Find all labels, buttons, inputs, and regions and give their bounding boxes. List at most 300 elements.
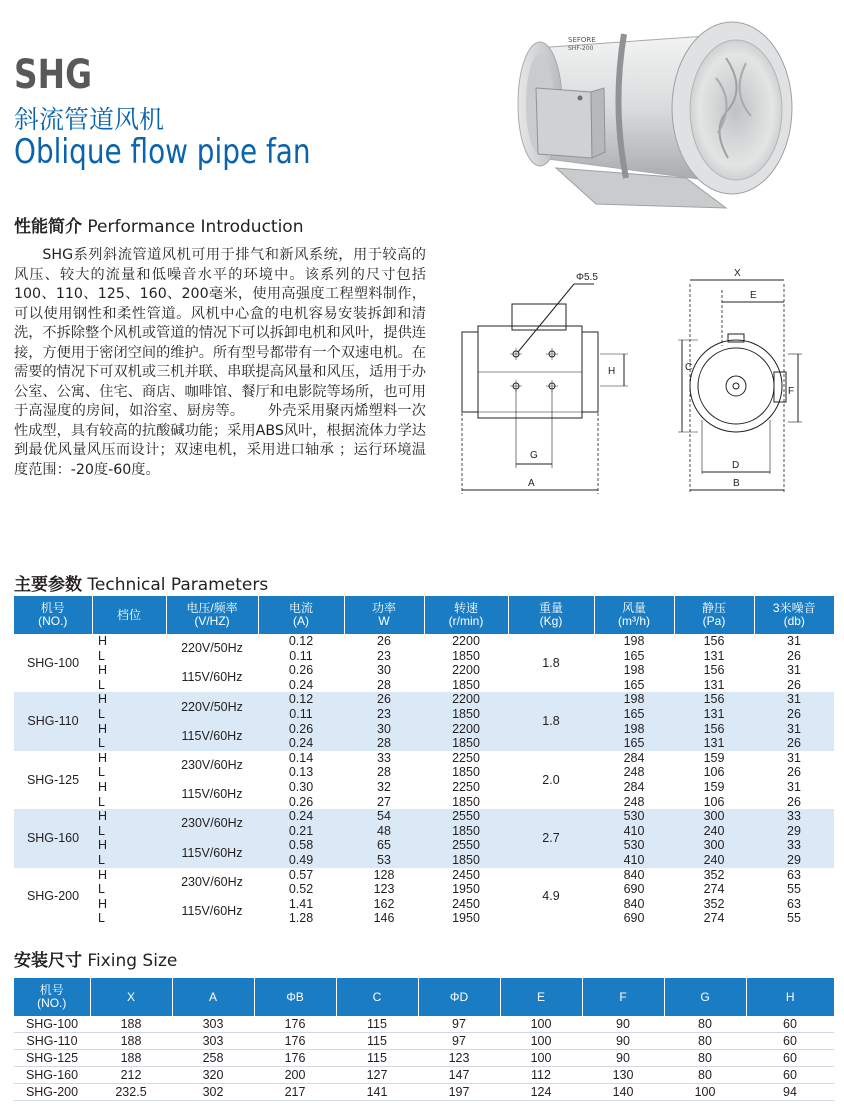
gear-cell: L xyxy=(92,707,166,722)
tech-header-line: 档位 xyxy=(116,607,141,622)
fixing-heading-en: Fixing Size xyxy=(87,951,178,971)
table-row xyxy=(14,1084,834,1101)
gear-cell: L xyxy=(98,677,105,692)
power-cell: 48 xyxy=(344,824,424,839)
current-cell: 0.21 xyxy=(258,824,344,839)
noise-cell: 31 xyxy=(754,722,834,737)
fix-value-cell: 127 xyxy=(336,1067,418,1084)
pressure-cell: 274 xyxy=(703,882,725,897)
performance-heading-en: Performance Introduction xyxy=(87,217,304,237)
noise-cell: 31 xyxy=(754,692,834,707)
table-row xyxy=(14,649,834,664)
airflow-cell: 248 xyxy=(623,794,645,809)
table-row xyxy=(14,809,834,824)
tech-header-unit: (m³/h) xyxy=(618,614,650,628)
pressure-cell: 159 xyxy=(703,750,725,765)
gear-cell: H xyxy=(92,838,166,853)
current-cell: 0.30 xyxy=(288,779,314,794)
speed-cell: 2550 xyxy=(424,838,508,853)
fix-value-cell: 112 xyxy=(500,1067,582,1084)
dim-label-g: G xyxy=(530,450,538,461)
table-row xyxy=(14,663,834,678)
gear-cell: L xyxy=(92,824,166,839)
model-cell: SHG-160 xyxy=(14,809,92,867)
airflow-cell: 530 xyxy=(594,838,674,853)
fix-model-cell: SHG-125 xyxy=(14,1050,90,1067)
tech-header-cell xyxy=(166,596,258,634)
power-cell: 28 xyxy=(377,677,391,692)
speed-cell: 2450 xyxy=(452,867,480,882)
fix-model-cell: SHG-110 xyxy=(14,1033,90,1050)
dim-label-e: E xyxy=(750,290,757,301)
noise-cell: 26 xyxy=(754,707,834,722)
noise-cell: 33 xyxy=(754,809,834,824)
fix-value-cell: 100 xyxy=(500,1016,582,1033)
gear-cell: L xyxy=(98,911,105,926)
fix-header-cell xyxy=(500,978,582,1016)
dim-label-f: F xyxy=(788,386,795,397)
power-cell: 32 xyxy=(377,779,391,794)
airflow-cell: 198 xyxy=(623,634,645,648)
weight-cell: 2.7 xyxy=(508,809,594,867)
fix-value-cell: 217 xyxy=(254,1084,336,1101)
gear-cell: H xyxy=(98,779,108,794)
fix-value-cell: 302 xyxy=(172,1084,254,1101)
dim-label-x: X xyxy=(734,268,741,279)
tech-header-cell xyxy=(14,596,92,634)
dim-label-d: D xyxy=(732,460,740,471)
table-row xyxy=(14,1067,834,1084)
fix-header-line: A xyxy=(208,989,217,1004)
fix-value-cell: 94 xyxy=(746,1084,834,1101)
airflow-cell: 165 xyxy=(623,677,645,692)
table-row xyxy=(14,911,834,926)
performance-paragraph-1: SHG系列斜流管道风机可用于排气和新风系统，用于较高的风压、较大的流量和低噪音水平的环境中。该系列的尺寸包括100、110、125、160、200毫米，使用高强度工程塑料制作，可以使用钢性和柔性管道。风机中心盒的电机容易安装拆卸和清洗，不拆除整个风机或管道的情况下可以拆卸电机和风叶，提供连接，方便用于密闭空间的维护。所有型号都带有一个双速电机。在需要的情况下可双机或三机并联、串联提高风量和风压，适用于办公室、公寓、住宅、商店、咖啡馆、餐厅和电影院等场所，也可用于高湿度的房间，如浴室、厨房等。 xyxy=(14,247,426,419)
pressure-cell: 274 xyxy=(703,911,725,926)
fix-value-cell: 176 xyxy=(254,1016,336,1033)
performance-paragraph xyxy=(14,246,426,480)
fix-header-cell xyxy=(746,978,834,1016)
current-cell: 0.11 xyxy=(258,707,344,722)
pressure-cell: 352 xyxy=(703,896,725,911)
fix-header-line: E xyxy=(536,989,545,1004)
fix-value-cell: 115 xyxy=(336,1016,418,1033)
airflow-cell: 410 xyxy=(594,853,674,868)
tech-header-line: 转速 xyxy=(453,601,478,615)
current-cell: 0.13 xyxy=(288,765,314,780)
table-row xyxy=(14,780,834,795)
fix-value-cell: 176 xyxy=(254,1033,336,1050)
dim-label-b: B xyxy=(733,478,740,489)
airflow-cell: 840 xyxy=(623,896,645,911)
fix-header-line: ΦB xyxy=(286,989,304,1004)
tech-header-line: 机号 xyxy=(40,601,65,615)
weight-cell: 2.0 xyxy=(542,772,560,787)
fix-header-cell xyxy=(90,978,172,1016)
table-row xyxy=(14,897,834,912)
pressure-cell: 106 xyxy=(703,794,725,809)
title-chinese: 斜流管道风机 xyxy=(14,105,165,134)
performance-heading-cn: 性能简介 xyxy=(14,217,82,237)
airflow-cell: 198 xyxy=(594,722,674,737)
pressure-cell: 300 xyxy=(674,809,754,824)
gear-cell: L xyxy=(98,648,105,663)
model-cell: SHG-110 xyxy=(14,692,92,750)
current-cell: 0.12 xyxy=(288,634,314,648)
tech-header-cell xyxy=(92,596,166,634)
fix-header-cell xyxy=(336,978,418,1016)
fix-value-cell: 188 xyxy=(90,1033,172,1050)
fix-value-cell: 97 xyxy=(418,1033,500,1050)
tech-header-line: 电流 xyxy=(288,601,313,615)
table-row xyxy=(14,868,834,883)
fix-value-cell: 100 xyxy=(500,1050,582,1067)
fix-value-cell: 258 xyxy=(172,1050,254,1067)
fix-value-cell: 80 xyxy=(664,1050,746,1067)
tech-header-cell xyxy=(508,596,594,634)
noise-cell: 26 xyxy=(787,648,801,663)
gear-cell: L xyxy=(98,882,105,897)
table-row xyxy=(14,795,834,810)
power-cell: 123 xyxy=(373,882,395,897)
fixing-size-table xyxy=(14,978,834,1101)
speed-cell: 2200 xyxy=(424,692,508,707)
hole-diameter-label: Φ5.5 xyxy=(576,272,598,283)
table-row xyxy=(14,838,834,853)
gear-cell: L xyxy=(98,765,105,780)
fix-value-cell: 90 xyxy=(582,1016,664,1033)
fix-header-cell xyxy=(14,978,90,1016)
tech-header-cell xyxy=(344,596,424,634)
fix-value-cell: 123 xyxy=(418,1050,500,1067)
table-row xyxy=(14,1016,834,1033)
performance-heading xyxy=(14,212,303,237)
voltage-cell: 115V/60Hz xyxy=(166,838,258,867)
pressure-cell: 106 xyxy=(703,765,725,780)
voltage-cell: 115V/60Hz xyxy=(181,903,243,918)
performance-paragraph-2: 外壳采用聚丙烯塑料一次性成型，具有较高的抗酸碱功能；采用ABS风叶，根据流体力学达到最优风量风压而设计；双速电机，采用进口轴承 ；运行环境温 度范围：-20度-60度。 xyxy=(14,403,426,478)
noise-cell: 31 xyxy=(787,663,801,678)
fix-value-cell: 90 xyxy=(582,1050,664,1067)
pressure-cell: 131 xyxy=(674,707,754,722)
tech-header-unit: (NO.) xyxy=(38,614,68,628)
dim-label-a: A xyxy=(528,478,535,489)
tech-header-unit: (r/min) xyxy=(448,614,484,628)
fix-header-cell xyxy=(664,978,746,1016)
fix-value-cell: 60 xyxy=(746,1016,834,1033)
noise-cell: 26 xyxy=(754,736,834,751)
fix-value-cell: 197 xyxy=(418,1084,500,1101)
fix-value-cell: 80 xyxy=(664,1016,746,1033)
pressure-cell: 159 xyxy=(703,779,725,794)
current-cell: 0.26 xyxy=(288,794,314,809)
voltage-cell: 115V/60Hz xyxy=(181,670,243,685)
pressure-cell: 156 xyxy=(674,692,754,707)
airflow-cell: 198 xyxy=(594,692,674,707)
fix-value-cell: 147 xyxy=(418,1067,500,1084)
current-cell: 0.49 xyxy=(258,853,344,868)
fix-header-line: C xyxy=(372,989,382,1004)
voltage-cell: 115V/60Hz xyxy=(181,787,243,802)
tech-header-cell xyxy=(424,596,508,634)
table-row xyxy=(14,824,834,839)
tech-header-line: 静压 xyxy=(701,601,726,615)
current-cell: 1.41 xyxy=(288,896,314,911)
fix-value-cell: 303 xyxy=(172,1016,254,1033)
weight-cell: 1.8 xyxy=(508,692,594,750)
noise-cell: 26 xyxy=(787,677,801,692)
gear-cell: H xyxy=(98,750,108,765)
fix-value-cell: 115 xyxy=(336,1033,418,1050)
product-photo xyxy=(496,8,812,220)
noise-cell: 55 xyxy=(787,911,801,926)
product-label-model: SHF-200 xyxy=(568,45,594,52)
speed-cell: 2450 xyxy=(452,896,480,911)
table-row xyxy=(14,882,834,897)
fix-model-cell: SHG-200 xyxy=(14,1084,90,1101)
table-row xyxy=(14,692,834,707)
fix-value-cell: 100 xyxy=(664,1084,746,1101)
fix-value-cell: 80 xyxy=(664,1033,746,1050)
voltage-cell: 230V/60Hz xyxy=(181,758,243,773)
current-cell: 0.57 xyxy=(288,867,314,882)
technical-heading-en: Technical Parameters xyxy=(87,575,269,595)
speed-cell: 1850 xyxy=(424,707,508,722)
noise-cell: 33 xyxy=(754,838,834,853)
tech-header-unit: (A) xyxy=(293,614,309,628)
performance-text xyxy=(14,246,426,480)
noise-cell: 63 xyxy=(787,896,801,911)
noise-cell: 31 xyxy=(787,634,801,648)
weight-cell: 4.9 xyxy=(542,889,560,904)
current-cell: 0.12 xyxy=(258,692,344,707)
pressure-cell: 131 xyxy=(674,736,754,751)
gear-cell: H xyxy=(92,722,166,737)
speed-cell: 2550 xyxy=(424,809,508,824)
power-cell: 27 xyxy=(377,794,391,809)
table-row xyxy=(14,1050,834,1067)
power-cell: 146 xyxy=(373,911,395,926)
weight-cell: 1.8 xyxy=(542,655,560,670)
current-cell: 0.24 xyxy=(288,677,314,692)
gear-cell: L xyxy=(92,736,166,751)
dimension-drawing xyxy=(458,262,838,498)
tech-header-unit: (Kg) xyxy=(539,614,563,628)
model-code: SHG xyxy=(14,52,93,98)
table-row xyxy=(14,707,834,722)
table-row xyxy=(14,722,834,737)
fix-header-line: X xyxy=(126,989,135,1004)
speed-cell: 1950 xyxy=(452,911,480,926)
airflow-cell: 690 xyxy=(623,911,645,926)
airflow-cell: 165 xyxy=(594,736,674,751)
power-cell: 30 xyxy=(344,722,424,737)
fixing-heading-cn: 安装尺寸 xyxy=(14,951,82,971)
power-cell: 53 xyxy=(344,853,424,868)
fix-value-cell: 60 xyxy=(746,1050,834,1067)
speed-cell: 2200 xyxy=(452,634,480,648)
gear-cell: L xyxy=(98,794,105,809)
airflow-cell: 198 xyxy=(623,663,645,678)
tech-header-line: 重量 xyxy=(538,601,563,615)
fix-value-cell: 176 xyxy=(254,1050,336,1067)
fix-value-cell: 115 xyxy=(336,1050,418,1067)
fix-value-cell: 212 xyxy=(90,1067,172,1084)
gear-cell: H xyxy=(92,809,166,824)
fix-value-cell: 188 xyxy=(90,1016,172,1033)
model-cell: SHG-125 xyxy=(26,772,80,787)
table-row xyxy=(14,678,834,693)
tech-header-cell xyxy=(594,596,674,634)
speed-cell: 1850 xyxy=(452,677,480,692)
airflow-cell: 248 xyxy=(623,765,645,780)
gear-cell: H xyxy=(98,867,108,882)
fix-value-cell: 140 xyxy=(582,1084,664,1101)
airflow-cell: 165 xyxy=(594,707,674,722)
fix-value-cell: 141 xyxy=(336,1084,418,1101)
fix-header-cell xyxy=(172,978,254,1016)
voltage-cell: 115V/60Hz xyxy=(166,722,258,751)
tech-header-line: 3米噪音 xyxy=(772,601,816,615)
pressure-cell: 300 xyxy=(674,838,754,853)
table-row xyxy=(14,751,834,766)
power-cell: 128 xyxy=(373,867,395,882)
speed-cell: 1950 xyxy=(452,882,480,897)
speed-cell: 1850 xyxy=(424,853,508,868)
airflow-cell: 410 xyxy=(594,824,674,839)
noise-cell: 29 xyxy=(754,853,834,868)
technical-parameters-table xyxy=(14,596,834,926)
tech-header-unit: (db) xyxy=(783,614,805,628)
current-cell: 1.28 xyxy=(288,911,314,926)
gear-cell: H xyxy=(98,634,108,648)
power-cell: 26 xyxy=(344,692,424,707)
noise-cell: 29 xyxy=(754,824,834,839)
model-cell: SHG-100 xyxy=(26,655,80,670)
power-cell: 30 xyxy=(377,663,391,678)
power-cell: 23 xyxy=(377,648,391,663)
current-cell: 0.26 xyxy=(258,722,344,737)
fix-model-cell: SHG-160 xyxy=(14,1067,90,1084)
fix-value-cell: 188 xyxy=(90,1050,172,1067)
fix-model-cell: SHG-100 xyxy=(14,1016,90,1033)
speed-cell: 2250 xyxy=(452,750,480,765)
tech-header-unit: W xyxy=(378,614,390,628)
fix-value-cell: 60 xyxy=(746,1033,834,1050)
tech-header-line: 功率 xyxy=(371,601,396,615)
table-row xyxy=(14,1033,834,1050)
fix-header-line: ΦD xyxy=(449,989,469,1004)
fix-header-line: F xyxy=(619,989,627,1004)
power-cell: 33 xyxy=(377,750,391,765)
fix-value-cell: 232.5 xyxy=(90,1084,172,1101)
voltage-cell: 230V/60Hz xyxy=(166,809,258,838)
noise-cell: 31 xyxy=(787,779,801,794)
technical-heading xyxy=(14,570,268,595)
power-cell: 26 xyxy=(377,634,391,648)
power-cell: 162 xyxy=(373,896,395,911)
technical-heading-cn: 主要参数 xyxy=(14,575,82,595)
noise-cell: 26 xyxy=(787,794,801,809)
airflow-cell: 165 xyxy=(623,648,645,663)
power-cell: 65 xyxy=(344,838,424,853)
fix-header-line: G xyxy=(700,989,710,1004)
fix-header-line: H xyxy=(785,989,795,1004)
speed-cell: 1850 xyxy=(424,824,508,839)
speed-cell: 1850 xyxy=(452,648,480,663)
tech-header-unit: (Pa) xyxy=(702,614,726,628)
fix-value-cell: 124 xyxy=(500,1084,582,1101)
airflow-cell: 284 xyxy=(623,750,645,765)
fix-value-cell: 97 xyxy=(418,1016,500,1033)
table-row xyxy=(14,634,834,649)
airflow-cell: 530 xyxy=(594,809,674,824)
pressure-cell: 352 xyxy=(703,867,725,882)
pressure-cell: 156 xyxy=(674,722,754,737)
fix-header-line: 机号 xyxy=(39,983,64,997)
pressure-cell: 156 xyxy=(703,634,725,648)
fix-header-cell xyxy=(582,978,664,1016)
dim-label-c: C xyxy=(685,362,693,373)
gear-cell: L xyxy=(92,853,166,868)
speed-cell: 2250 xyxy=(452,779,480,794)
voltage-cell: 220V/50Hz xyxy=(181,641,243,656)
current-cell: 0.58 xyxy=(258,838,344,853)
current-cell: 0.24 xyxy=(258,809,344,824)
airflow-cell: 690 xyxy=(623,882,645,897)
fix-header-cell xyxy=(254,978,336,1016)
noise-cell: 26 xyxy=(787,765,801,780)
current-cell: 0.11 xyxy=(289,648,313,663)
pressure-cell: 156 xyxy=(703,663,725,678)
speed-cell: 2200 xyxy=(452,663,480,678)
dim-label-h: H xyxy=(608,366,616,377)
gear-cell: H xyxy=(92,692,166,707)
airflow-cell: 284 xyxy=(623,779,645,794)
table-row xyxy=(14,765,834,780)
table-row xyxy=(14,853,834,868)
tech-header-line: 电压/频率 xyxy=(186,601,238,615)
power-cell: 28 xyxy=(344,736,424,751)
airflow-cell: 840 xyxy=(623,867,645,882)
voltage-cell: 220V/50Hz xyxy=(166,692,258,721)
speed-cell: 2200 xyxy=(424,722,508,737)
gear-cell: H xyxy=(98,896,108,911)
fix-value-cell: 303 xyxy=(172,1033,254,1050)
current-cell: 0.26 xyxy=(288,663,314,678)
tech-header-cell xyxy=(754,596,834,634)
product-label-brand: SEFORE xyxy=(568,36,596,44)
noise-cell: 63 xyxy=(787,867,801,882)
noise-cell: 31 xyxy=(787,750,801,765)
power-cell: 54 xyxy=(344,809,424,824)
current-cell: 0.52 xyxy=(288,882,314,897)
fixing-heading xyxy=(14,946,177,971)
pressure-cell: 240 xyxy=(674,853,754,868)
speed-cell: 1850 xyxy=(452,794,480,809)
fix-header-cell xyxy=(418,978,500,1016)
current-cell: 0.24 xyxy=(258,736,344,751)
model-cell: SHG-200 xyxy=(26,889,80,904)
pressure-cell: 131 xyxy=(703,648,725,663)
fix-value-cell: 200 xyxy=(254,1067,336,1084)
fix-value-cell: 60 xyxy=(746,1067,834,1084)
title-english: Oblique flow pipe fan xyxy=(14,132,311,172)
table-row xyxy=(14,736,834,751)
fix-value-cell: 90 xyxy=(582,1033,664,1050)
noise-cell: 55 xyxy=(787,882,801,897)
speed-cell: 1850 xyxy=(424,736,508,751)
